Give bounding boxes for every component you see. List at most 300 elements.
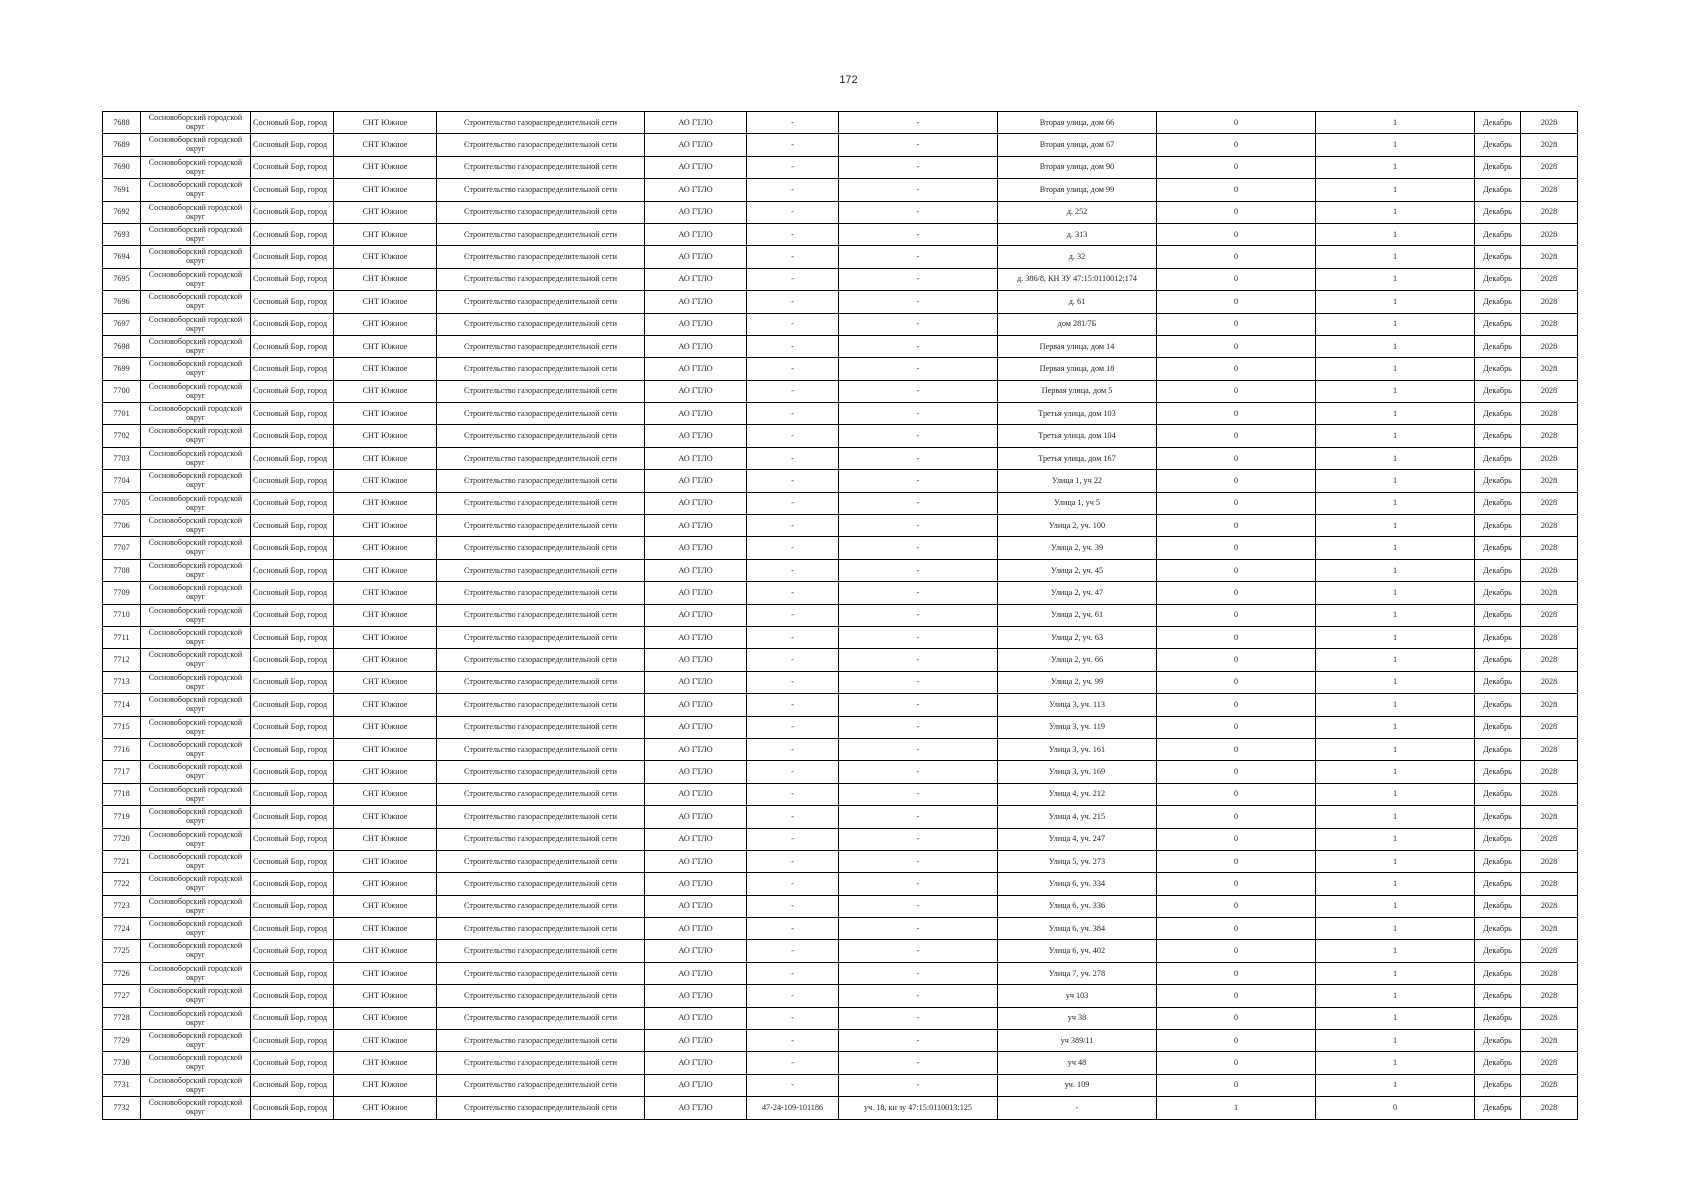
snt-cell: СНТ Южное	[334, 1007, 437, 1029]
value-b-cell: 1	[1316, 1074, 1475, 1096]
value-b-cell: 1	[1316, 716, 1475, 738]
year-cell: 2028	[1521, 537, 1578, 559]
city-cell: Сосновый Бор, город	[251, 783, 334, 805]
work-type-cell: Строительство газораспределительной сети	[437, 134, 645, 156]
year-cell: 2028	[1521, 223, 1578, 245]
work-type-cell: Строительство газораспределительной сети	[437, 425, 645, 447]
district-cell: Сосновоборский городской округ	[141, 201, 251, 223]
value-b-cell: 1	[1316, 761, 1475, 783]
value-a-cell: 0	[1157, 156, 1316, 178]
row-number-cell: 7690	[103, 156, 141, 178]
district-cell: Сосновоборский городской округ	[141, 761, 251, 783]
plot-cell: -	[839, 940, 998, 962]
month-cell: Декабрь	[1475, 985, 1521, 1007]
value-b-cell: 1	[1316, 873, 1475, 895]
row-number-cell: 7698	[103, 335, 141, 357]
value-a-cell: 0	[1157, 447, 1316, 469]
organization-cell: АО ГТЛО	[645, 1052, 747, 1074]
plot-cell: -	[839, 380, 998, 402]
work-type-cell: Строительство газораспределительной сети	[437, 515, 645, 537]
district-cell: Сосновоборский городской округ	[141, 291, 251, 313]
row-number-cell: 7708	[103, 559, 141, 581]
year-cell: 2028	[1521, 268, 1578, 290]
snt-cell: СНТ Южное	[334, 604, 437, 626]
plot-cell: -	[839, 537, 998, 559]
plot-cell: -	[839, 626, 998, 648]
address-cell: Улица 2, уч. 66	[998, 649, 1157, 671]
city-cell: Сосновый Бор, город	[251, 403, 334, 425]
table-row	[103, 873, 1578, 895]
plot-cell: -	[839, 425, 998, 447]
value-a-cell: 0	[1157, 425, 1316, 447]
row-number-cell: 7701	[103, 403, 141, 425]
city-cell: Сосновый Бор, город	[251, 985, 334, 1007]
value-b-cell: 1	[1316, 604, 1475, 626]
row-number-cell: 7710	[103, 604, 141, 626]
city-cell: Сосновый Бор, город	[251, 470, 334, 492]
table-row	[103, 649, 1578, 671]
district-cell: Сосновоборский городской округ	[141, 1097, 251, 1119]
work-type-cell: Строительство газораспределительной сети	[437, 358, 645, 380]
table-row	[103, 291, 1578, 313]
plot-cell: -	[839, 1052, 998, 1074]
month-cell: Декабрь	[1475, 1097, 1521, 1119]
value-b-cell: 1	[1316, 649, 1475, 671]
year-cell: 2028	[1521, 447, 1578, 469]
organization-cell: АО ГТЛО	[645, 492, 747, 514]
value-a-cell: 0	[1157, 246, 1316, 268]
district-cell: Сосновоборский городской округ	[141, 604, 251, 626]
organization-cell: АО ГТЛО	[645, 1007, 747, 1029]
city-cell: Сосновый Бор, город	[251, 940, 334, 962]
year-cell: 2028	[1521, 246, 1578, 268]
month-cell: Декабрь	[1475, 425, 1521, 447]
plot-cell: -	[839, 761, 998, 783]
district-cell: Сосновоборский городской округ	[141, 1052, 251, 1074]
code-cell: -	[747, 470, 839, 492]
row-number-cell: 7702	[103, 425, 141, 447]
code-cell: -	[747, 335, 839, 357]
work-type-cell: Строительство газораспределительной сети	[437, 1052, 645, 1074]
year-cell: 2028	[1521, 582, 1578, 604]
code-cell: -	[747, 783, 839, 805]
organization-cell: АО ГТЛО	[645, 313, 747, 335]
code-cell: 47-24-109-101186	[747, 1097, 839, 1119]
plot-cell: -	[839, 806, 998, 828]
table-row	[103, 470, 1578, 492]
district-cell: Сосновоборский городской округ	[141, 985, 251, 1007]
city-cell: Сосновый Бор, город	[251, 223, 334, 245]
snt-cell: СНТ Южное	[334, 335, 437, 357]
work-type-cell: Строительство газораспределительной сети	[437, 1074, 645, 1096]
snt-cell: СНТ Южное	[334, 492, 437, 514]
organization-cell: АО ГТЛО	[645, 134, 747, 156]
row-number-cell: 7697	[103, 313, 141, 335]
year-cell: 2028	[1521, 873, 1578, 895]
work-type-cell: Строительство газораспределительной сети	[437, 492, 645, 514]
organization-cell: АО ГТЛО	[645, 895, 747, 917]
table-row	[103, 537, 1578, 559]
district-cell: Сосновоборский городской округ	[141, 738, 251, 760]
table-row	[103, 201, 1578, 223]
value-a-cell: 0	[1157, 335, 1316, 357]
plot-cell: -	[839, 962, 998, 984]
table-row	[103, 671, 1578, 693]
plot-cell: -	[839, 694, 998, 716]
year-cell: 2028	[1521, 783, 1578, 805]
code-cell: -	[747, 1030, 839, 1052]
table-row	[103, 134, 1578, 156]
snt-cell: СНТ Южное	[334, 515, 437, 537]
district-cell: Сосновоборский городской округ	[141, 112, 251, 134]
plot-cell: -	[839, 492, 998, 514]
organization-cell: АО ГТЛО	[645, 246, 747, 268]
table-row	[103, 783, 1578, 805]
work-type-cell: Строительство газораспределительной сети	[437, 649, 645, 671]
value-a-cell: 0	[1157, 671, 1316, 693]
table-row	[103, 425, 1578, 447]
city-cell: Сосновый Бор, город	[251, 873, 334, 895]
city-cell: Сосновый Бор, город	[251, 671, 334, 693]
organization-cell: АО ГТЛО	[645, 1097, 747, 1119]
code-cell: -	[747, 246, 839, 268]
work-type-cell: Строительство газораспределительной сети	[437, 626, 645, 648]
year-cell: 2028	[1521, 1030, 1578, 1052]
snt-cell: СНТ Южное	[334, 380, 437, 402]
district-cell: Сосновоборский городской округ	[141, 1007, 251, 1029]
address-cell: Улица 6, уч. 336	[998, 895, 1157, 917]
month-cell: Декабрь	[1475, 649, 1521, 671]
value-a-cell: 0	[1157, 1007, 1316, 1029]
plot-cell: -	[839, 895, 998, 917]
district-cell: Сосновоборский городской округ	[141, 694, 251, 716]
district-cell: Сосновоборский городской округ	[141, 380, 251, 402]
value-b-cell: 1	[1316, 985, 1475, 1007]
snt-cell: СНТ Южное	[334, 738, 437, 760]
organization-cell: АО ГТЛО	[645, 962, 747, 984]
address-cell: д. 386/8, КН ЗУ 47:15:0110012:174	[998, 268, 1157, 290]
value-b-cell: 1	[1316, 201, 1475, 223]
city-cell: Сосновый Бор, город	[251, 962, 334, 984]
city-cell: Сосновый Бор, город	[251, 604, 334, 626]
value-a-cell: 0	[1157, 403, 1316, 425]
year-cell: 2028	[1521, 559, 1578, 581]
value-a-cell: 0	[1157, 537, 1316, 559]
district-cell: Сосновоборский городской округ	[141, 134, 251, 156]
snt-cell: СНТ Южное	[334, 559, 437, 581]
value-a-cell: 0	[1157, 626, 1316, 648]
plot-cell: -	[839, 313, 998, 335]
plot-cell: -	[839, 156, 998, 178]
work-type-cell: Строительство газораспределительной сети	[437, 895, 645, 917]
address-cell: Улица 6, уч. 334	[998, 873, 1157, 895]
work-type-cell: Строительство газораспределительной сети	[437, 112, 645, 134]
city-cell: Сосновый Бор, город	[251, 246, 334, 268]
month-cell: Декабрь	[1475, 335, 1521, 357]
row-number-cell: 7709	[103, 582, 141, 604]
table-row	[103, 918, 1578, 940]
row-number-cell: 7692	[103, 201, 141, 223]
plot-cell: -	[839, 649, 998, 671]
year-cell: 2028	[1521, 470, 1578, 492]
snt-cell: СНТ Южное	[334, 313, 437, 335]
year-cell: 2028	[1521, 358, 1578, 380]
year-cell: 2028	[1521, 335, 1578, 357]
table-row	[103, 962, 1578, 984]
value-b-cell: 1	[1316, 112, 1475, 134]
table-row	[103, 447, 1578, 469]
address-cell: уч 38	[998, 1007, 1157, 1029]
plot-cell: -	[839, 604, 998, 626]
code-cell: -	[747, 179, 839, 201]
city-cell: Сосновый Бор, город	[251, 694, 334, 716]
code-cell: -	[747, 962, 839, 984]
value-a-cell: 0	[1157, 694, 1316, 716]
plot-cell: -	[839, 671, 998, 693]
code-cell: -	[747, 1052, 839, 1074]
address-cell: Улица 4, уч. 215	[998, 806, 1157, 828]
snt-cell: СНТ Южное	[334, 962, 437, 984]
month-cell: Декабрь	[1475, 873, 1521, 895]
value-a-cell: 0	[1157, 470, 1316, 492]
organization-cell: АО ГТЛО	[645, 716, 747, 738]
value-a-cell: 0	[1157, 873, 1316, 895]
plot-cell: -	[839, 582, 998, 604]
district-cell: Сосновоборский городской округ	[141, 223, 251, 245]
plot-cell: -	[839, 1074, 998, 1096]
organization-cell: АО ГТЛО	[645, 335, 747, 357]
snt-cell: СНТ Южное	[334, 940, 437, 962]
row-number-cell: 7723	[103, 895, 141, 917]
plot-cell: -	[839, 918, 998, 940]
table-row	[103, 1007, 1578, 1029]
address-cell: Третья улица, дом 103	[998, 403, 1157, 425]
code-cell: -	[747, 156, 839, 178]
organization-cell: АО ГТЛО	[645, 1030, 747, 1052]
code-cell: -	[747, 403, 839, 425]
city-cell: Сосновый Бор, город	[251, 761, 334, 783]
city-cell: Сосновый Бор, город	[251, 918, 334, 940]
organization-cell: АО ГТЛО	[645, 559, 747, 581]
year-cell: 2028	[1521, 761, 1578, 783]
table-row	[103, 515, 1578, 537]
code-cell: -	[747, 515, 839, 537]
year-cell: 2028	[1521, 1052, 1578, 1074]
snt-cell: СНТ Южное	[334, 1074, 437, 1096]
table-row	[103, 716, 1578, 738]
district-cell: Сосновоборский городской округ	[141, 1030, 251, 1052]
value-b-cell: 1	[1316, 403, 1475, 425]
plot-cell: -	[839, 850, 998, 872]
plot-cell: -	[839, 223, 998, 245]
code-cell: -	[747, 559, 839, 581]
city-cell: Сосновый Бор, город	[251, 850, 334, 872]
value-b-cell: 1	[1316, 156, 1475, 178]
address-cell: Улица 3, уч. 113	[998, 694, 1157, 716]
code-cell: -	[747, 761, 839, 783]
year-cell: 2028	[1521, 850, 1578, 872]
city-cell: Сосновый Бор, город	[251, 738, 334, 760]
work-type-cell: Строительство газораспределительной сети	[437, 604, 645, 626]
plot-cell: -	[839, 783, 998, 805]
address-cell: Вторая улица, дом 90	[998, 156, 1157, 178]
work-type-cell: Строительство газораспределительной сети	[437, 268, 645, 290]
year-cell: 2028	[1521, 985, 1578, 1007]
table-row	[103, 1097, 1578, 1119]
value-b-cell: 1	[1316, 537, 1475, 559]
year-cell: 2028	[1521, 425, 1578, 447]
table-row	[103, 179, 1578, 201]
code-cell: -	[747, 582, 839, 604]
value-a-cell: 0	[1157, 268, 1316, 290]
city-cell: Сосновый Бор, город	[251, 291, 334, 313]
organization-cell: АО ГТЛО	[645, 515, 747, 537]
value-a-cell: 0	[1157, 112, 1316, 134]
code-cell: -	[747, 850, 839, 872]
plot-cell: -	[839, 873, 998, 895]
month-cell: Декабрь	[1475, 962, 1521, 984]
address-cell: уч 48	[998, 1052, 1157, 1074]
code-cell: -	[747, 537, 839, 559]
row-number-cell: 7719	[103, 806, 141, 828]
district-cell: Сосновоборский городской округ	[141, 425, 251, 447]
city-cell: Сосновый Бор, город	[251, 1097, 334, 1119]
city-cell: Сосновый Бор, город	[251, 335, 334, 357]
snt-cell: СНТ Южное	[334, 201, 437, 223]
row-number-cell: 7715	[103, 716, 141, 738]
address-cell: Улица 3, уч. 119	[998, 716, 1157, 738]
code-cell: -	[747, 291, 839, 313]
district-cell: Сосновоборский городской округ	[141, 268, 251, 290]
table-row	[103, 313, 1578, 335]
city-cell: Сосновый Бор, город	[251, 179, 334, 201]
value-a-cell: 0	[1157, 806, 1316, 828]
year-cell: 2028	[1521, 940, 1578, 962]
organization-cell: АО ГТЛО	[645, 537, 747, 559]
value-b-cell: 1	[1316, 447, 1475, 469]
month-cell: Декабрь	[1475, 156, 1521, 178]
page-number: 172	[839, 74, 858, 86]
work-type-cell: Строительство газораспределительной сети	[437, 918, 645, 940]
row-number-cell: 7722	[103, 873, 141, 895]
table-row	[103, 806, 1578, 828]
address-cell: Улица 2, уч. 45	[998, 559, 1157, 581]
code-cell: -	[747, 112, 839, 134]
year-cell: 2028	[1521, 716, 1578, 738]
value-a-cell: 0	[1157, 918, 1316, 940]
city-cell: Сосновый Бор, город	[251, 895, 334, 917]
organization-cell: АО ГТЛО	[645, 873, 747, 895]
month-cell: Декабрь	[1475, 559, 1521, 581]
organization-cell: АО ГТЛО	[645, 201, 747, 223]
month-cell: Декабрь	[1475, 223, 1521, 245]
organization-cell: АО ГТЛО	[645, 380, 747, 402]
work-type-cell: Строительство газораспределительной сети	[437, 873, 645, 895]
address-cell: д. 32	[998, 246, 1157, 268]
value-a-cell: 0	[1157, 962, 1316, 984]
value-a-cell: 0	[1157, 291, 1316, 313]
plot-cell: -	[839, 985, 998, 1007]
year-cell: 2028	[1521, 156, 1578, 178]
plot-cell: -	[839, 358, 998, 380]
address-cell: д. 61	[998, 291, 1157, 313]
table-row	[103, 156, 1578, 178]
address-cell: Улица 6, уч. 402	[998, 940, 1157, 962]
district-cell: Сосновоборский городской округ	[141, 1074, 251, 1096]
work-type-cell: Строительство газораспределительной сети	[437, 962, 645, 984]
value-a-cell: 0	[1157, 985, 1316, 1007]
table-row	[103, 850, 1578, 872]
row-number-cell: 7721	[103, 850, 141, 872]
organization-cell: АО ГТЛО	[645, 738, 747, 760]
code-cell: -	[747, 223, 839, 245]
city-cell: Сосновый Бор, город	[251, 515, 334, 537]
value-b-cell: 1	[1316, 358, 1475, 380]
city-cell: Сосновый Бор, город	[251, 626, 334, 648]
plot-cell: -	[839, 447, 998, 469]
snt-cell: СНТ Южное	[334, 156, 437, 178]
snt-cell: СНТ Южное	[334, 1030, 437, 1052]
table-row	[103, 223, 1578, 245]
plot-cell: -	[839, 716, 998, 738]
city-cell: Сосновый Бор, город	[251, 806, 334, 828]
work-type-cell: Строительство газораспределительной сети	[437, 201, 645, 223]
city-cell: Сосновый Бор, город	[251, 492, 334, 514]
table-row	[103, 358, 1578, 380]
value-b-cell: 1	[1316, 962, 1475, 984]
work-type-cell: Строительство газораспределительной сети	[437, 671, 645, 693]
address-cell: Улица 2, уч. 61	[998, 604, 1157, 626]
plot-cell: -	[839, 134, 998, 156]
work-type-cell: Строительство газораспределительной сети	[437, 850, 645, 872]
row-number-cell: 7727	[103, 985, 141, 1007]
organization-cell: АО ГТЛО	[645, 806, 747, 828]
work-type-cell: Строительство газораспределительной сети	[437, 828, 645, 850]
address-cell: Улица 2, уч. 39	[998, 537, 1157, 559]
row-number-cell: 7704	[103, 470, 141, 492]
value-a-cell: 0	[1157, 358, 1316, 380]
value-b-cell: 1	[1316, 828, 1475, 850]
code-cell: -	[747, 447, 839, 469]
address-cell: Улица 7, уч. 278	[998, 962, 1157, 984]
code-cell: -	[747, 738, 839, 760]
year-cell: 2028	[1521, 515, 1578, 537]
month-cell: Декабрь	[1475, 201, 1521, 223]
organization-cell: АО ГТЛО	[645, 850, 747, 872]
month-cell: Декабрь	[1475, 694, 1521, 716]
work-type-cell: Строительство газораспределительной сети	[437, 179, 645, 201]
value-b-cell: 1	[1316, 515, 1475, 537]
month-cell: Декабрь	[1475, 940, 1521, 962]
year-cell: 2028	[1521, 313, 1578, 335]
address-cell: Первая улица, дом 5	[998, 380, 1157, 402]
district-cell: Сосновоборский городской округ	[141, 358, 251, 380]
district-cell: Сосновоборский городской округ	[141, 873, 251, 895]
table-row	[103, 403, 1578, 425]
organization-cell: АО ГТЛО	[645, 918, 747, 940]
row-number-cell: 7717	[103, 761, 141, 783]
organization-cell: АО ГТЛО	[645, 649, 747, 671]
district-cell: Сосновоборский городской округ	[141, 828, 251, 850]
work-type-cell: Строительство газораспределительной сети	[437, 806, 645, 828]
snt-cell: СНТ Южное	[334, 850, 437, 872]
work-type-cell: Строительство газораспределительной сети	[437, 470, 645, 492]
plot-cell: -	[839, 112, 998, 134]
organization-cell: АО ГТЛО	[645, 112, 747, 134]
address-cell: уч 103	[998, 985, 1157, 1007]
district-cell: Сосновоборский городской округ	[141, 649, 251, 671]
value-b-cell: 1	[1316, 313, 1475, 335]
